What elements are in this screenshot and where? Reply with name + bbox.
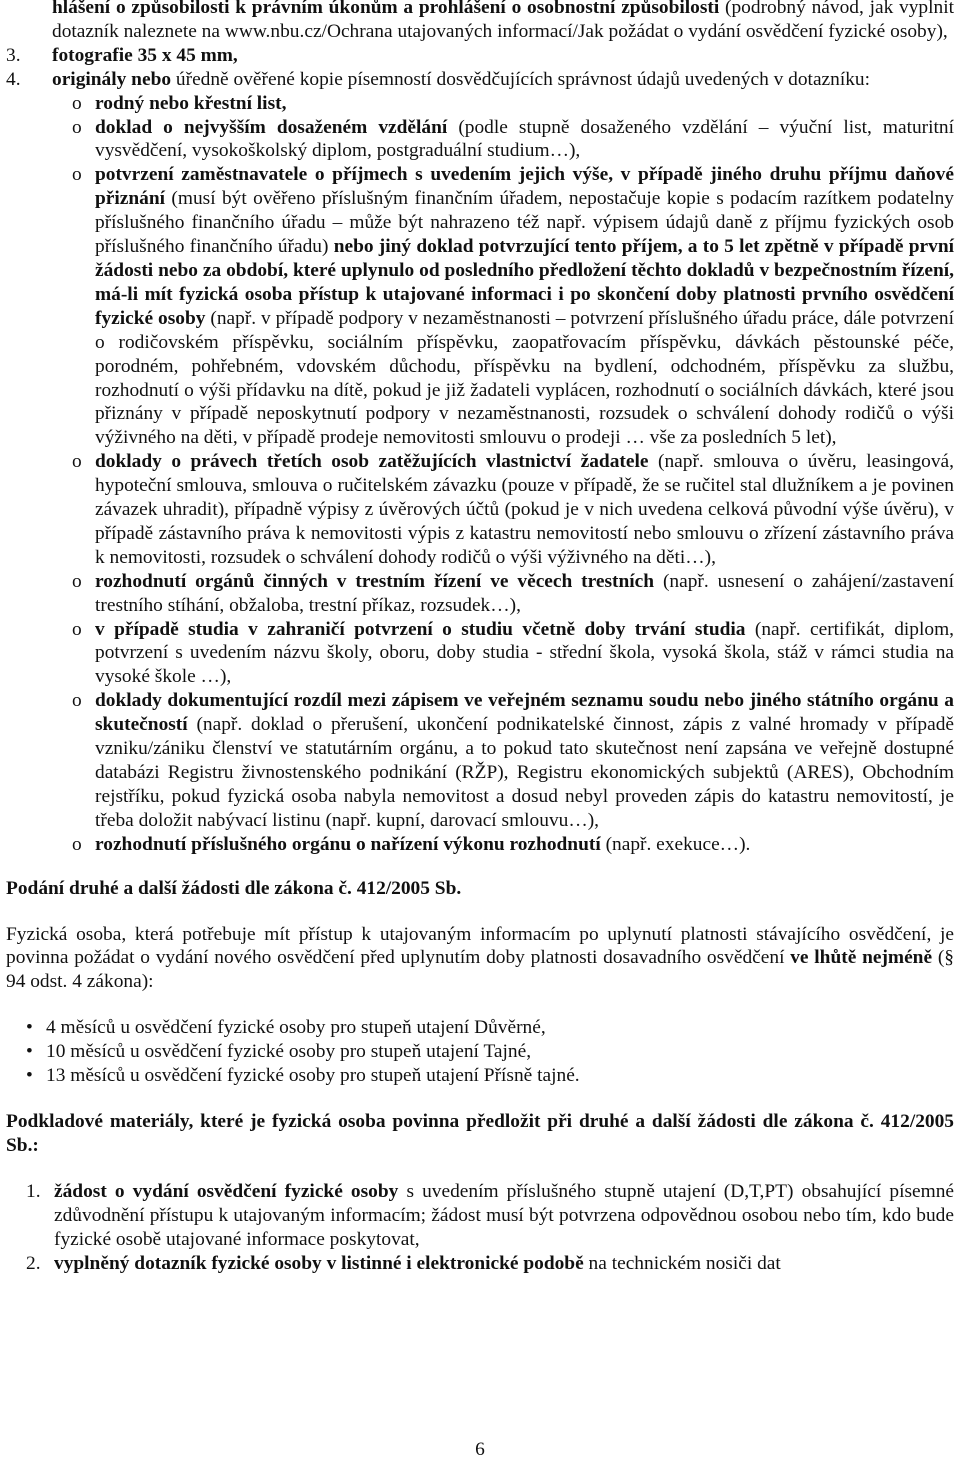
- sublist-item-text: (musí být ověřeno příslušným finančním úřadem, nepostačuje kopie s podacím razítkem podatelny příslušného finančního úřadu – může být nahrazeno též např. výpisem údajů daně z příjmu fyzických osob příslušného finančního úřadu): [95, 188, 954, 258]
- bullet-item: [6, 1016, 954, 1040]
- document-sublist: [6, 92, 954, 857]
- sublist-item: [6, 92, 954, 116]
- numbered-item: [6, 1252, 954, 1276]
- list-item-text: úředně ověřené kopie písemností dosvědčujících správnost údajů uvedených v dotazníku:: [171, 68, 871, 90]
- bullet-text: 10 měsíců u osvědčení fyzické osoby pro stupeň utajení Tajné,: [46, 1041, 532, 1063]
- sublist-item-text: (např. smlouva o úvěru, leasingová, hypoteční smlouva, smlouva o ručitelském závazku (pouze v případě, že se ručitel stal dlužníkem a je povinen závazek uhradit), případně výpisy z úvěrových účtů (pokud je v nich uvedena celková původní výše úvěru), v případě zástavního práva k nemovitosti výpis z katastru nemovitostí nebo smlouvu o zřízení zástavního práva k nemovitosti, rozsudek o schválení dohody rodičů o výši výživného na děti…),: [95, 451, 954, 568]
- sublist-item-bold: rodný nebo křestní list,: [95, 92, 287, 114]
- continued-text: [6, 0, 954, 44]
- circle-bullet-icon: o: [72, 116, 82, 138]
- sublist-item-text: (např. exekuce…).: [600, 833, 751, 855]
- sublist-item-bold: rozhodnutí orgánů činných v trestním řízení ve věcech trestních: [95, 570, 655, 592]
- bullet-dot-icon: •: [26, 1041, 33, 1063]
- list-item-bold: originály nebo: [52, 68, 172, 90]
- sublist-item-bold: rozhodnutí příslušného orgánu o nařízení výkonu rozhodnutí: [95, 833, 601, 855]
- list-number: 3.: [6, 44, 21, 66]
- section-heading-2: Podkladové materiály, které je fyzická osoba povinna předložit při druhé a další žádosti dle zákona č. 412/2005 Sb.:: [6, 1110, 954, 1156]
- sublist-item: [6, 618, 954, 690]
- bullet-text: 13 měsíců u osvědčení fyzické osoby pro stupeň utajení Přísně tajné.: [46, 1065, 580, 1087]
- list-number: 4.: [6, 68, 21, 90]
- list-item-4: [6, 68, 954, 92]
- continued-text-regular: (podrobný návod, jak vyplnit dotazník naleznete na www.nbu.cz/Ochrana utajovaných informací/Jak požádat o vydání osvědčení fyzické osoby),: [52, 0, 954, 42]
- bullet-item: [6, 1064, 954, 1088]
- continued-text-bold: hlášení o způsobilosti k právním úkonům a prohlášení o osobnostní způsobilosti: [52, 0, 720, 18]
- numbered-item: [6, 1180, 954, 1252]
- sublist-item-text-2: (např. v případě podpory v nezaměstnanosti – potvrzení příslušného úřadu práce, dále potvrzení o rodičovském příspěvku, sociálním příspěvku, zaopatřovacím příspěvku, dávkách pěstounské péče, porodném, pohřebném, vdovském důchodu, příspěvku na bydlení, odchodném, příspěvku za službu, rozhodnutí o výši přídavku na dítě, pokud je již žadateli vyplácen, rozhodnutí o sociálních dávkách, které jsou přiznány v případě neposkytnutí podpory v nezaměstnanosti, rozsudek o schválení dohody rodičů o výši výživného na děti, v případě prodeje nemovitosti smlouvu o prodeji … vše za posledních 5 let),: [95, 307, 954, 449]
- sublist-item-text: (např. usnesení o zahájení/zastavení trestního stíhání, obžaloba, trestní příkaz, rozsudek…),: [95, 570, 954, 616]
- bullet-dot-icon: •: [26, 1017, 33, 1039]
- paragraph-text-2: (§ 94 odst. 4 zákona):: [6, 947, 954, 993]
- sublist-item-bold: doklady o právech třetích osob zatěžujících vlastnictví žadatele: [95, 451, 649, 473]
- numbered-item-bold: vyplněný dotazník fyzické osoby v listinné i elektronické podobě: [54, 1252, 584, 1274]
- sublist-item: [6, 833, 954, 857]
- list-item-3: [6, 44, 954, 68]
- sublist-item-bold: doklady dokumentující rozdíl mezi zápisem ve veřejném seznamu soudu nebo jiného státního orgánu a skutečností: [95, 690, 954, 736]
- paragraph-bold: ve lhůtě nejméně: [790, 947, 933, 969]
- bullet-list: [6, 1016, 954, 1088]
- circle-bullet-icon: o: [72, 690, 82, 712]
- bullet-item: [6, 1040, 954, 1064]
- section-heading: Podání druhé a další žádosti dle zákona č. 412/2005 Sb.: [6, 877, 462, 899]
- bullet-text: 4 měsíců u osvědčení fyzické osoby pro stupeň utajení Důvěrné,: [46, 1017, 546, 1039]
- document-page: [6, 0, 954, 1275]
- circle-bullet-icon: o: [72, 833, 82, 855]
- sublist-item-text: (např. certifikát, diplom, potvrzení s uvedením názvu školy, oboru, doby studia - střední škola, vysoká škola, stáž v rámci studia na vysoké škole …),: [95, 618, 954, 688]
- numbered-item-text: na technickém nosiči dat: [583, 1252, 781, 1274]
- sublist-item: [6, 116, 954, 164]
- sublist-item-text: (např. doklad o přerušení, ukončení podnikatelské činnost, zápis z valné hromady v případě vzniku/zániku členství ve statutárním orgánu, a to pokud tato skutečnost není zapsána ve veřejně dostupné databázi Registru živnostenského podnikání (RŽP), Registru ekonomických subjektů (ARES), Obchodním rejstříku, pokud fyzická osoba nabyla nemovitost a dosud nebyl proveden zápis do katastru nemovitostí, je třeba doložit nabývací listinu (např. kupní, darovací smlouvu…),: [95, 714, 954, 831]
- sublist-item: [6, 570, 954, 618]
- sublist-item-bold: v případě studia v zahraničí potvrzení o studiu včetně doby trvání studia: [95, 618, 746, 640]
- list-number: 1.: [26, 1180, 41, 1202]
- bullet-dot-icon: •: [26, 1065, 33, 1087]
- list-item-text: fotografie 35 x 45 mm,: [52, 44, 238, 66]
- numbered-item-bold: žádost o vydání osvědčení fyzické osoby: [54, 1180, 399, 1202]
- circle-bullet-icon: o: [72, 451, 82, 473]
- circle-bullet-icon: o: [72, 618, 82, 640]
- sublist-item-bold-2: nebo jiný doklad potvrzující tento příjem, a to 5 let zpětně v případě první žádosti nebo za období, které uplynulo od posledního předložení těchto dokladů v bezpečnostním řízení, má-li mít fyzická osoba přístup k utajované informaci i po skončení doby platnosti prvního osvědčení fyzické osoby: [95, 236, 954, 329]
- sublist-item: [6, 163, 954, 450]
- sublist-item-bold: potvrzení zaměstnavatele o příjmech s uvedením jejich výše, v případě jiného druhu příjmu daňové přiznání: [95, 164, 954, 210]
- sublist-item: [6, 450, 954, 570]
- body-paragraph: [6, 923, 954, 995]
- numbered-item-text: s uvedením příslušného stupně utajení (D,T,PT) obsahující písemné zdůvodnění přístupu k utajovaným informacím; žádost musí být potvrzena odpovědnou osobou nebo tím, kdo bude fyzické osobě utajované informace poskytovat,: [54, 1180, 954, 1250]
- sublist-item-bold: doklad o nejvyšším dosaženém vzdělání: [95, 116, 448, 138]
- sublist-item-text: (podle stupně dosaženého vzdělání – výuční list, maturitní vysvědčení, vysokoškolský diplom, postgraduální studium…),: [95, 116, 954, 162]
- circle-bullet-icon: o: [72, 164, 82, 186]
- numbered-list: [6, 1180, 954, 1276]
- circle-bullet-icon: o: [72, 92, 82, 114]
- page-number: 6: [475, 1439, 485, 1460]
- paragraph-text: Fyzická osoba, která potřebuje mít přístup k utajovaným informacím po uplynutí platnosti stávajícího osvědčení, je povinna požádat o vydání nového osvědčení před uplynutím doby platnosti dosavadního osvědčení: [6, 923, 954, 969]
- list-number: 2.: [26, 1252, 41, 1274]
- sublist-item: [6, 689, 954, 832]
- circle-bullet-icon: o: [72, 570, 82, 592]
